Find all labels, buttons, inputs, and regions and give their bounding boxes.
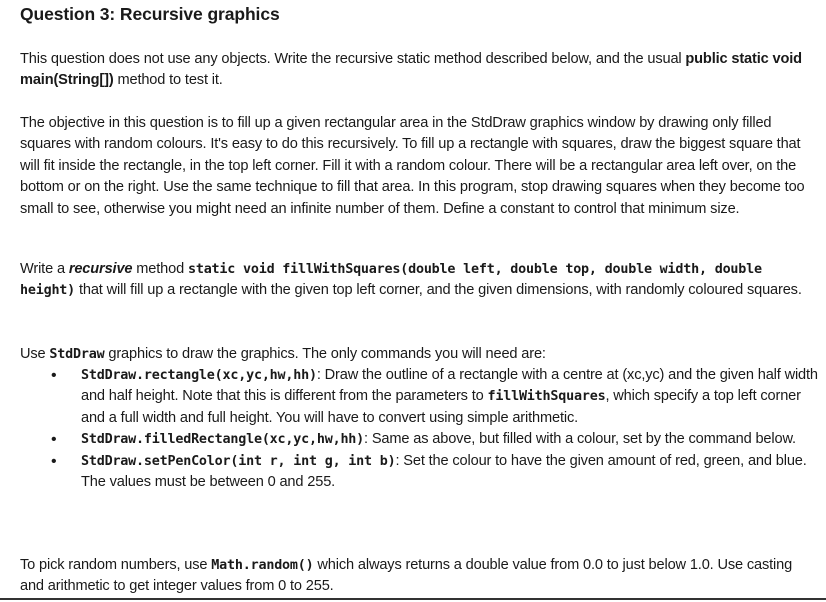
objective-paragraph: The objective in this question is to fill up a given rectangular area in the StdDraw graphics window by drawing only filled squares with random colours. It's easy to do this recursively. To fill up a rectangle with squares, draw the biggest square that will fit inside the rectangle, in the top left corner. Fill it with a random colour. There will be a rectangular area left over, on the bottom or on the right. Use the same technique to fill that area. In this program, stop drawing squares when they become too small to see, otherwise you might need an infinite number of them. Define a constant to control that minimum size. [20,115,805,217]
recursive-emphasis: recursive [68,261,133,277]
rectangle-command: StdDraw.rectangle(xc,yc,hw,hh) [81,368,317,383]
method-signature: static void fillWithSquares(double left, double top, double width, double height) [20,262,762,299]
fillwithsquares-ref: fillWithSquares [487,389,606,405]
list-item: • StdDraw.filledRectangle(xc,yc,hw,hh): Same as above, but filled with a colour, set by the command below. [20,429,820,450]
math-random-ref: Math.random() [211,558,314,573]
main-signature: public static void main(String[]) [20,51,802,89]
page-bottom-rule [0,598,826,600]
list-item: • StdDraw.setPenColor(int r, int g, int b): Set the colour to have the given amount of red, green, and blue. The values must be between 0 and 255. [20,451,820,494]
set-pen-color-command: StdDraw.setPenColor(int r, int g, int b) [81,453,396,469]
intro-paragraph: This question does not use any objects. Write the recursive static method described below, and the usual public static void main(String[]) method to test it. [20,51,802,89]
list-item: • StdDraw.rectangle(xc,yc,hw,hh): Draw the outline of a rectangle with a centre at (xc,yc) and the given half width and half height. Note that this is different from the parameters to fillWithSquares, which specify a top left corner and a full width and full height. You will have to convert using simple arithmetic. [20,365,820,429]
command-list [20,365,820,493]
stddraw-name: StdDraw [49,347,105,362]
random-paragraph: To pick random numbers, use Math.random() which always returns a double value from 0.0 to just below 1.0. Use casting and arithmetic to get integer values from 0 to 255. [20,557,793,595]
question-title: Question 3: Recursive graphics [20,4,280,24]
filled-rectangle-command: StdDraw.filledRectangle(xc,yc,hw,hh) [81,432,365,448]
method-paragraph: Write a recursive method static void fillWithSquares(double left, double top, double width, double height) that will fill up a rectangle with the given top left corner, and the given dimensions, with randomly coloured squares. [20,261,802,299]
stddraw-paragraph: Use StdDraw graphics to draw the graphics. The only commands you will need are: [20,346,546,362]
